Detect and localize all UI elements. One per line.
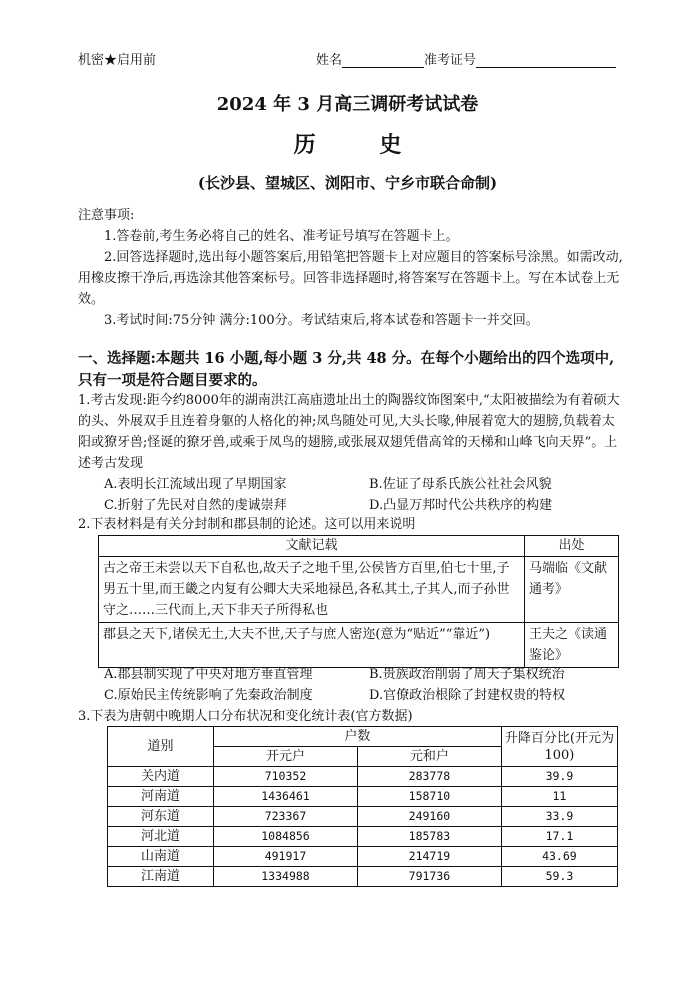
option-c[interactable]: C.原始民主传统影响了先秦政治制度 <box>104 688 313 703</box>
table-cell: 王夫之《读通鉴论》 <box>525 623 619 668</box>
name-label: 姓名 <box>316 53 343 68</box>
instruction-item: 3.考试时间:75分钟 满分:100分。考试结束后,将本试卷和答题卡一并交回。 <box>104 313 539 328</box>
table-row <box>108 847 618 867</box>
table-row <box>99 557 619 623</box>
table-cell: 59.3 <box>501 867 617 887</box>
exam-id-field[interactable] <box>476 53 616 68</box>
table-cell: 17.1 <box>501 827 617 847</box>
option-a[interactable]: A.郡县制实现了中央对地方垂直管理 <box>104 667 313 682</box>
column-subheader: 元和户 <box>357 747 501 767</box>
exam-id-label: 准考证号 <box>424 53 477 68</box>
option-b[interactable]: B.贵族政治削弱了周天子集权统治 <box>369 667 565 682</box>
option-d[interactable]: D.官僚政治根除了封建权贵的特权 <box>369 688 566 703</box>
table-cell: 43.69 <box>501 847 617 867</box>
table-cell: 723367 <box>214 807 358 827</box>
table-cell: 33.9 <box>501 807 617 827</box>
table-row <box>108 827 618 847</box>
option-d[interactable]: D.凸显万邦时代公共秩序的构建 <box>369 498 553 513</box>
table-cell: 214719 <box>357 847 501 867</box>
column-header: 户数 <box>214 727 502 747</box>
column-subheader: 开元户 <box>214 747 358 767</box>
instructions-heading: 注意事项: <box>78 208 135 223</box>
table-cell: 158710 <box>357 787 501 807</box>
table-cell: 江南道 <box>108 867 214 887</box>
instruction-item: 2.回答选择题时,选出每小题答案后,用铅笔把答题卡上对应题目的答案标号涂黑。如需改动,用橡皮擦干净后,再选涂其他答案标号。回答非选择题时,将答案写在答题卡上。写在本试卷上无效。 <box>78 250 623 307</box>
table-cell: 关内道 <box>108 767 214 787</box>
table-cell: 791736 <box>357 867 501 887</box>
option-c[interactable]: C.折射了先民对自然的虔诚崇拜 <box>104 498 287 513</box>
instruction-item: 1.答卷前,考生务必将自己的姓名、准考证号填写在答题卡上。 <box>104 229 459 244</box>
question-stem: 1.考古发现:距今约8000年的湖南洪江高庙遗址出土的陶器纹饰图案中,“太阳被描绘为有着硕大的头、外展双手且连着身躯的人格化的神;凤鸟随处可见,大头长喙,伸展着宽大的翅膀,负载着太阳或獠牙兽;怪诞的獠牙兽,或乘于凤鸟的翅膀,或张展双翅凭借高耸的天梯和山峰飞向天界”。上述考古发现 <box>78 393 620 471</box>
header-bar <box>78 46 629 68</box>
table-cell: 283778 <box>357 767 501 787</box>
table-row <box>108 867 618 887</box>
table-cell: 古之帝王未尝以天下自私也,故天子之地千里,公侯皆方百里,伯七十里,子男五十里,而王畿之内复有公卿大夫采地禄邑,各私其土,子其人,而子孙世守之……三代而上,天下非天子所得私也 <box>99 557 525 623</box>
column-header: 升降百分比(开元为100) <box>501 727 617 767</box>
question-stem: 2.下表材料是有关分封制和郡县制的论述。这可以用来说明 <box>78 517 416 532</box>
table-header-row <box>99 536 619 557</box>
question-stem: 3.下表为唐朝中晚期人口分布状况和变化统计表(官方数据) <box>78 709 413 724</box>
section-heading: 一、选择题:本题共 16 小题,每小题 3 分,共 48 分。在每个小题给出的四个选项中,只有一项是符合题目要求的。 <box>78 350 615 389</box>
organizers-line: (长沙县、望城区、浏阳市、宁乡市联合命制) <box>197 174 498 192</box>
table-header-row <box>108 727 618 747</box>
table-cell: 山南道 <box>108 847 214 867</box>
table-row <box>108 767 618 787</box>
table-cell: 河北道 <box>108 827 214 847</box>
candidate-fields <box>316 49 616 68</box>
table-cell: 郡县之天下,诸侯无土,大夫不世,天子与庶人密迩(意为“贴近”“靠近”) <box>99 623 525 668</box>
column-header: 道别 <box>108 727 214 767</box>
exam-title: 2024 年 3 月高三调研考试试卷 <box>216 94 479 115</box>
question-1 <box>78 390 624 516</box>
option-a[interactable]: A.表明长江流域出现了早期国家 <box>104 477 287 492</box>
options <box>78 664 624 706</box>
table-cell: 39.9 <box>501 767 617 787</box>
table-cell: 1084856 <box>214 827 358 847</box>
table-row <box>99 623 619 668</box>
table-cell: 马端临《文献通考》 <box>525 557 619 623</box>
column-header: 出处 <box>525 536 619 557</box>
table-cell: 710352 <box>214 767 358 787</box>
sources-table <box>98 535 619 668</box>
name-field[interactable] <box>342 53 424 68</box>
option-b[interactable]: B.佐证了母系氏族公社社会风貌 <box>369 477 552 492</box>
question-2-options <box>78 664 624 706</box>
table-cell: 491917 <box>214 847 358 867</box>
table-row <box>108 787 618 807</box>
table-cell: 1334988 <box>214 867 358 887</box>
table-cell: 河东道 <box>108 807 214 827</box>
instructions <box>78 205 624 331</box>
table-cell: 河南道 <box>108 787 214 807</box>
question-3-stem <box>78 706 624 727</box>
table-cell: 249160 <box>357 807 501 827</box>
table-cell: 185783 <box>357 827 501 847</box>
question-2-stem <box>78 514 624 535</box>
population-table <box>107 726 618 887</box>
options <box>78 474 624 516</box>
subject-title: 历 史 <box>293 132 430 158</box>
table-row <box>108 807 618 827</box>
table-cell: 11 <box>501 787 617 807</box>
column-header: 文献记载 <box>99 536 525 557</box>
secret-label: 机密★启用前 <box>78 53 157 68</box>
table-cell: 1436461 <box>214 787 358 807</box>
